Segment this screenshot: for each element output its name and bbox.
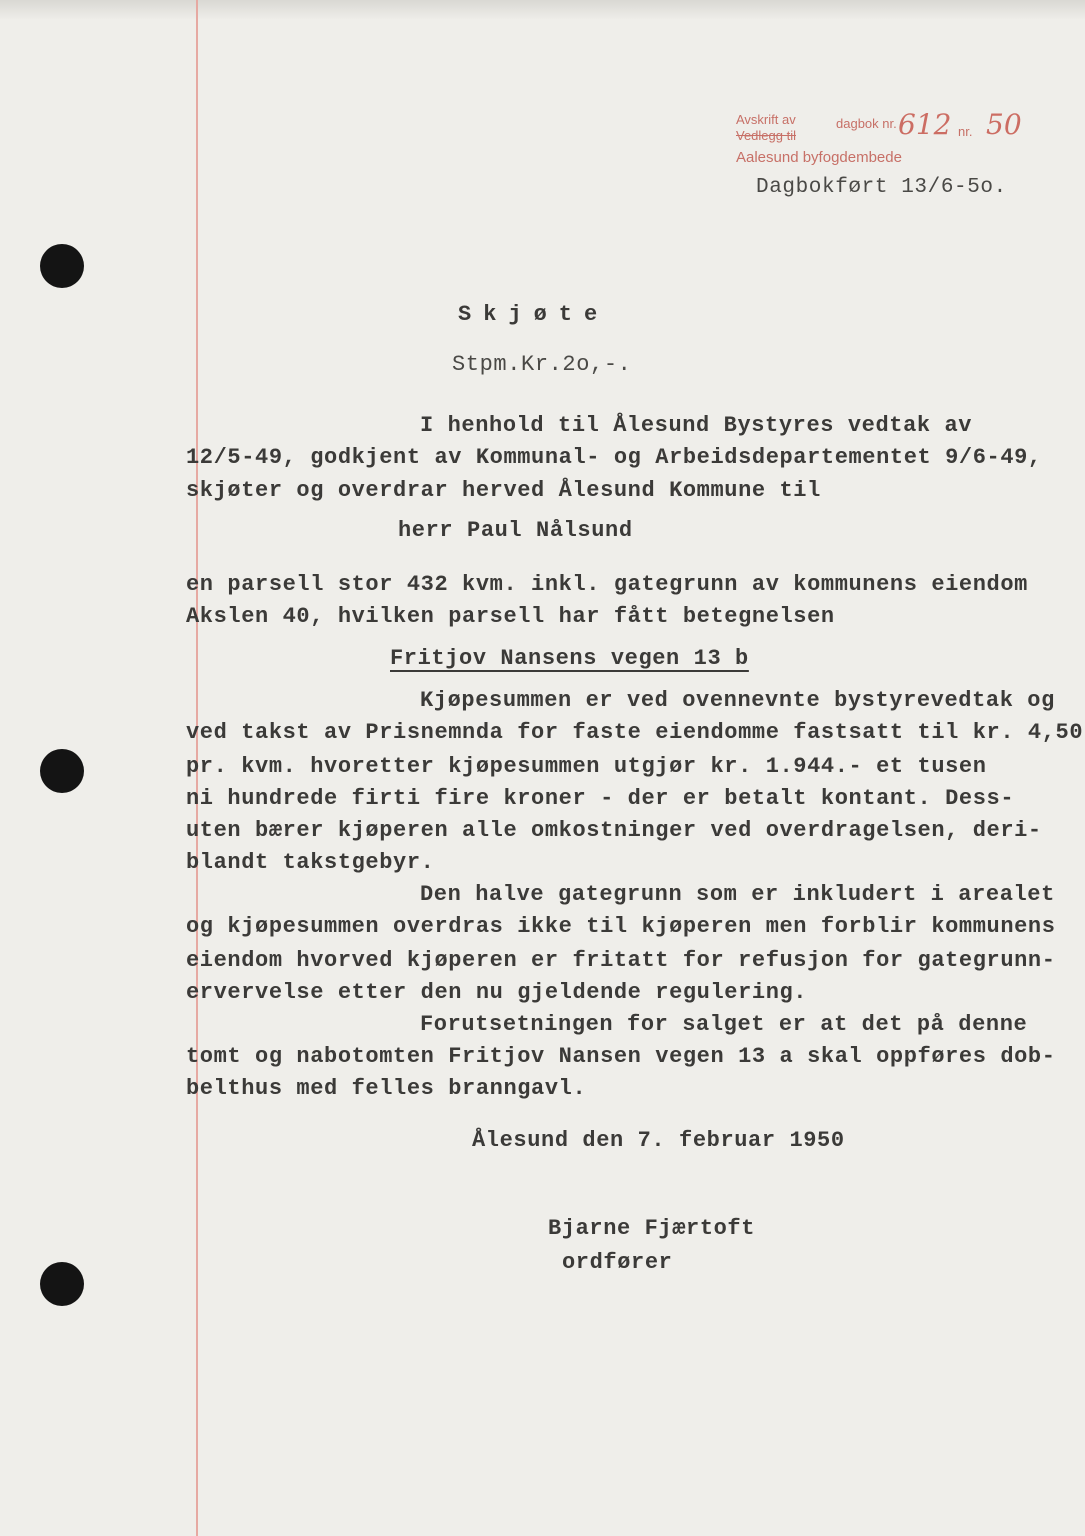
signature-title: ordfører — [562, 1250, 673, 1275]
body-line: Den halve gategrunn som er inkludert i arealet — [420, 882, 1055, 907]
punch-hole — [40, 749, 84, 793]
stamp-vedlegg: Vedlegg til — [736, 128, 796, 143]
property-name: Fritjov Nansens vegen 13 b — [390, 646, 749, 671]
body-line: tomt og nabotomten Fritjov Nansen vegen 13 a skal oppføres dob- — [186, 1044, 1056, 1069]
stamp-line-1 — [736, 112, 796, 128]
body-line: Akslen 40, hvilken parsell har fått betegnelsen — [186, 604, 835, 629]
body-line: pr. kvm. hvoretter kjøpesummen utgjør kr. 1.944.- et tusen — [186, 754, 987, 779]
page-top-shadow — [0, 0, 1085, 20]
signature-name: Bjarne Fjærtoft — [548, 1216, 756, 1241]
stamp-line-3: Aalesund byfogdembede — [736, 149, 902, 166]
handwritten-number: 612 — [898, 108, 952, 141]
punch-hole — [40, 244, 84, 288]
recipient-name: herr Paul Nålsund — [398, 518, 633, 543]
body-line: Kjøpesummen er ved ovennevnte bystyrevedtak og — [420, 688, 1055, 713]
body-line: ni hundrede firti fire kroner - der er betalt kontant. Dess- — [186, 786, 1015, 811]
dagbokfort-note: Dagbokført 13/6-5o. — [756, 176, 1007, 199]
body-line: belthus med felles branngavl. — [186, 1076, 587, 1101]
body-line: eiendom hvorved kjøperen er fritatt for refusjon for gategrunn- — [186, 948, 1056, 973]
stamp-duty: Stpm.Kr.2o,-. — [452, 352, 632, 377]
body-line: 12/5-49, godkjent av Kommunal- og Arbeidsdepartementet 9/6-49, — [186, 445, 1042, 470]
body-line: blandt takstgebyr. — [186, 850, 435, 875]
stamp-avskrift: Avskrift av — [736, 112, 796, 127]
handwritten-year: 50 — [986, 108, 1022, 141]
body-line: I henhold til Ålesund Bystyres vedtak av — [420, 413, 973, 438]
body-line: ervervelse etter den nu gjeldende regulering. — [186, 980, 808, 1005]
punch-hole — [40, 1262, 84, 1306]
body-line: skjøter og overdrar herved Ålesund Kommune til — [186, 478, 821, 503]
body-line: ved takst av Prisnemnda for faste eiendomme fastsatt til kr. 4,50 — [186, 720, 1084, 745]
stamp-line-2 — [736, 128, 796, 144]
body-line: og kjøpesummen overdras ikke til kjøperen men forblir kommunens — [186, 914, 1056, 939]
body-line: en parsell stor 432 kvm. inkl. gategrunn av kommunens eiendom — [186, 572, 1028, 597]
document-title: Skjøte — [458, 302, 610, 327]
place-date: Ålesund den 7. februar 1950 — [472, 1128, 845, 1153]
body-line: uten bærer kjøperen alle omkostninger ved overdragelsen, deri- — [186, 818, 1042, 843]
stamp-nr: nr. — [958, 124, 973, 139]
body-line: Forutsetningen for salget er at det på denne — [420, 1012, 1028, 1037]
stamp-dagbok: dagbok nr. — [836, 116, 897, 131]
